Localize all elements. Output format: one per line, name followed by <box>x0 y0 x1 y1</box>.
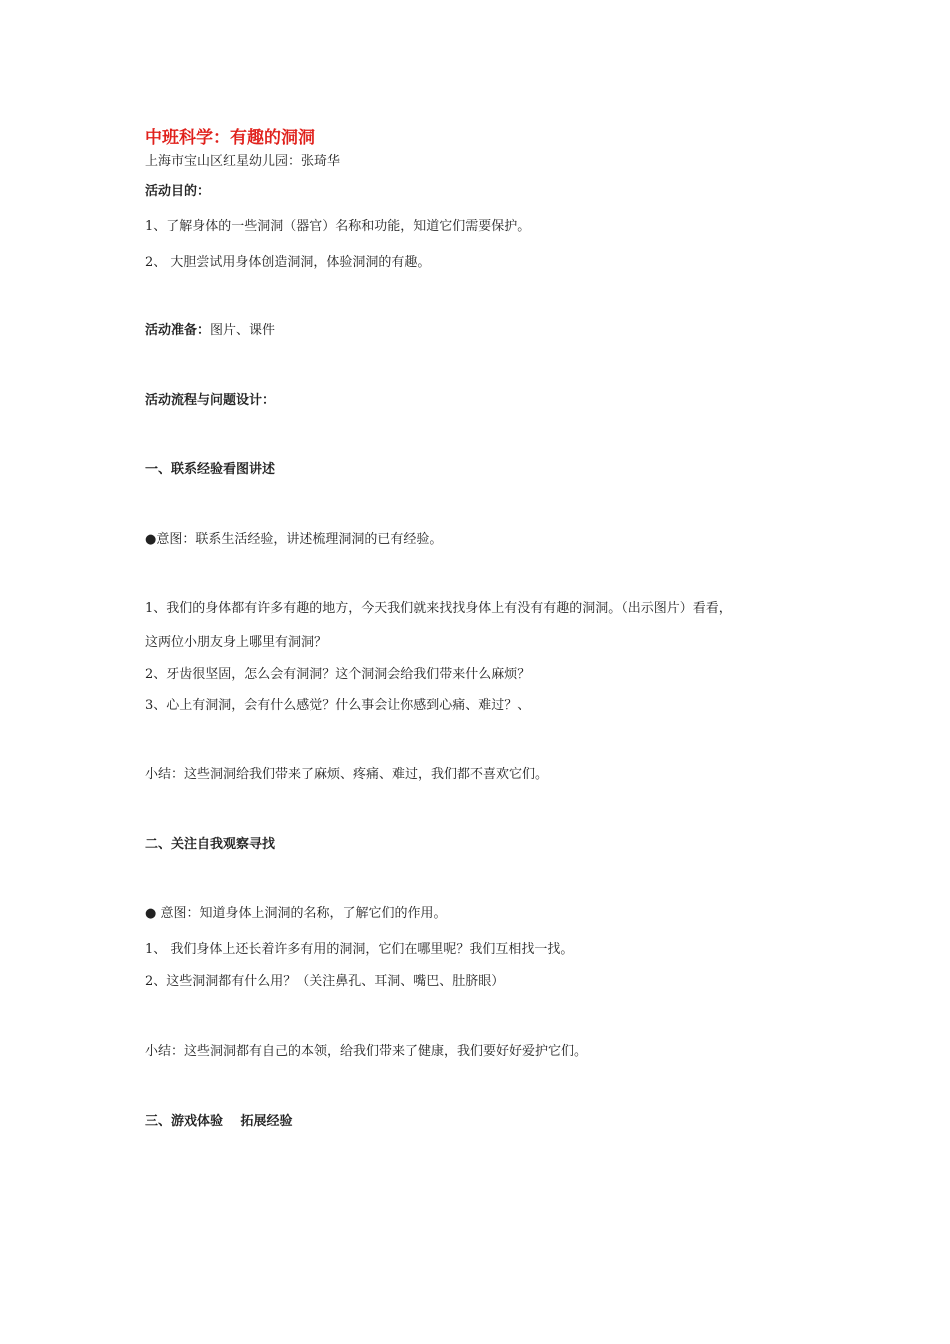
preparation-label: 活动准备： <box>145 323 211 338</box>
section1-question-1-line-2: 这两位小朋友身上哪里有洞洞？ <box>145 635 328 650</box>
document-title: 中班科学：有趣的洞洞 <box>145 128 315 148</box>
section2-heading: 二、关注自我观察寻找 <box>145 837 276 852</box>
section2-question-1: 1、 我们身体上还长着许多有用的洞洞，它们在哪里呢？我们互相找一找。 <box>145 942 574 957</box>
author-line: 上海市宝山区红星幼儿园：张琦华 <box>145 154 341 169</box>
section1-heading: 一、联系经验看图讲述 <box>145 462 276 477</box>
section1-question-2: 2、牙齿很坚固，怎么会有洞洞？这个洞洞会给我们带来什么麻烦？ <box>145 667 531 682</box>
preparation-value: 图片、课件 <box>210 323 276 338</box>
section1-summary: 小结：这些洞洞给我们带来了麻烦、疼痛、难过，我们都不喜欢它们。 <box>145 767 549 782</box>
goals-heading: 活动目的： <box>145 184 211 199</box>
section1-question-1-line-1: 1、我们的身体都有许多有趣的地方，今天我们就来找找身体上有没有有趣的洞洞。（出示图片）看看， <box>145 601 732 616</box>
preparation-line <box>145 322 275 340</box>
section3-heading: 三、游戏体验 拓展经验 <box>145 1114 293 1129</box>
goal-item-1: 1、了解身体的一些洞洞（器官）名称和功能，知道它们需要保护。 <box>145 219 531 234</box>
section1-intent: ●意图：联系生活经验，讲述梳理洞洞的已有经验。 <box>145 532 443 547</box>
section2-intent: ● 意图：知道身体上洞洞的名称，了解它们的作用。 <box>145 906 447 921</box>
section2-question-2: 2、这些洞洞都有什么用？（关注鼻孔、耳洞、嘴巴、肚脐眼） <box>145 974 505 989</box>
section2-summary: 小结：这些洞洞都有自己的本领，给我们带来了健康，我们要好好爱护它们。 <box>145 1044 588 1059</box>
section1-question-3: 3、心上有洞洞，会有什么感觉？什么事会让你感到心痛、难过？、 <box>145 698 531 713</box>
goal-item-2: 2、 大胆尝试用身体创造洞洞，体验洞洞的有趣。 <box>145 255 431 270</box>
process-heading: 活动流程与问题设计： <box>145 393 276 408</box>
